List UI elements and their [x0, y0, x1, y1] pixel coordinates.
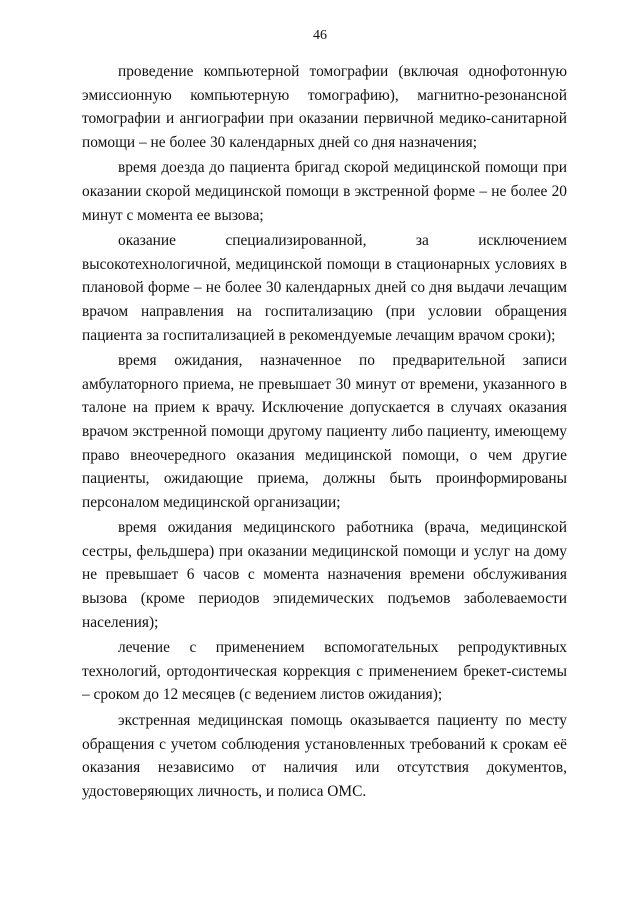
paragraph-reproductive-orthodontic: лечение с применением вспомогательных репродуктивных технологий, ортодонтическая коррекция с применением брекет-системы – сроком до 12 месяцев (с ведением листов ожидания);: [82, 639, 567, 704]
paragraph-outpatient-wait: время ожидания, назначенное по предварительной записи амбулаторного приема, не превышает 30 минут от времени, указанного в талоне на прием к врачу. Исключение допускается в случаях оказания врачом экстренной помощи другому пациенту либо пациенту, имеющему право внеочередного оказания медицинской помощи, о чем другие пациенты, ожидающие приема, должны быть проинформированы персоналом медицинской организации;: [82, 352, 567, 511]
paragraph-home-visit-wait: время ожидания медицинского работника (врача, медицинской сестры, фельдшера) при оказании медицинской помощи и услуг на дому не превышает 6 часов с момента назначения времени обслуживания вызова (кроме периодов эпидемических подъемов заболеваемости населения);: [82, 519, 567, 631]
paragraph-emergency-care: экстренная медицинская помощь оказывается пациенту по месту обращения с учетом соблюдения установленных требований к срокам её оказания независимо от наличия или отсутствия документов, удостоверяющих личность, и полиса ОМС.: [82, 712, 567, 800]
paragraph-ct-mri: проведение компьютерной томографии (включая однофотонную эмиссионную компьютерную томографию), магнитно-резонансной томографии и ангиографии при оказании первичной медико-санитарной помощи – не более 30 календарных дней со дня назначения;: [82, 63, 567, 151]
document-body: [82, 60, 567, 805]
paragraph-specialized-care: оказание специализированной, за исключением высокотехнологичной, медицинской помощи в стационарных условиях в плановой форме – не более 30 календарных дней со дня выдачи лечащим врачом направления на госпитализацию (при условии обращения пациента за госпитализацией в рекомендуемые лечащим врачом сроки);: [82, 232, 567, 344]
page-number: 46: [313, 28, 327, 43]
paragraph-ambulance-arrival: время доезда до пациента бригад скорой медицинской помощи при оказании скорой медицинской помощи в экстренной форме – не более 20 минут с момента ее вызова;: [82, 159, 567, 224]
